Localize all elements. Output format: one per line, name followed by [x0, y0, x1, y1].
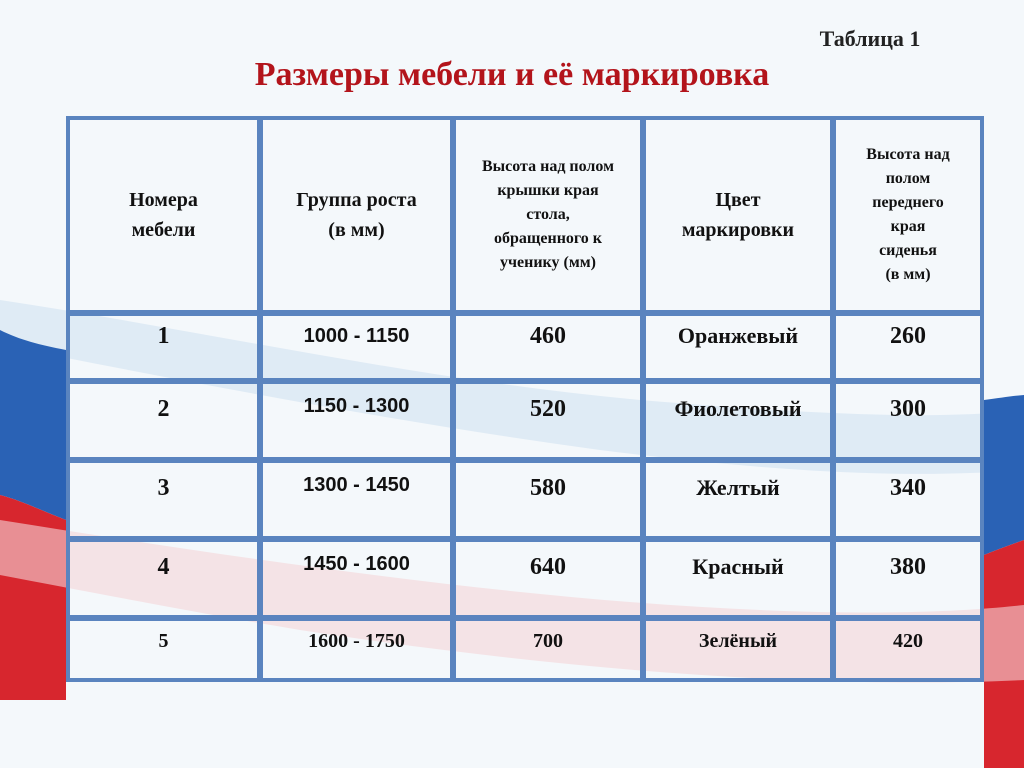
cell-group: 1000 - 1150 — [303, 324, 410, 347]
cell-number: 4 — [157, 553, 170, 580]
cell-number: 3 — [157, 474, 170, 501]
cell-seat-height: 420 — [893, 629, 923, 652]
cell-seat-height: 380 — [890, 553, 926, 580]
header-desk-height: Высота над полом крышки края стола, обращенного к ученику (мм) — [482, 158, 614, 271]
cell-desk-height: 520 — [530, 395, 566, 422]
cell-number: 2 — [157, 395, 170, 422]
header-furniture-number: Номера мебели — [129, 189, 198, 241]
cell-seat-height: 300 — [890, 395, 926, 422]
table-number: Таблица 1 — [819, 26, 921, 51]
cell-group: 1300 - 1450 — [303, 473, 410, 496]
cell-color: Красный — [692, 554, 784, 579]
cell-seat-height: 260 — [890, 322, 926, 349]
cell-desk-height: 460 — [530, 322, 566, 349]
cell-desk-height: 700 — [533, 629, 563, 652]
cell-group: 1150 - 1300 — [303, 394, 410, 417]
cell-color: Оранжевый — [677, 323, 799, 348]
cell-seat-height: 340 — [890, 474, 926, 501]
cell-desk-height: 640 — [530, 553, 566, 580]
cell-group: 1600 - 1750 — [308, 629, 405, 652]
header-seat-height: Высота над полом переднего края сиденья (в мм) — [866, 146, 950, 283]
cell-number: 5 — [158, 629, 169, 652]
cell-group: 1450 - 1600 — [303, 552, 410, 575]
furniture-table — [66, 116, 984, 682]
cell-color: Фиолетовый — [674, 396, 802, 421]
cell-desk-height: 580 — [530, 474, 566, 501]
header-height-group: Группа роста (в мм) — [296, 189, 417, 241]
cell-number: 1 — [157, 322, 170, 349]
page-title: Размеры мебели и её маркировка — [254, 56, 770, 93]
cell-color: Желтый — [696, 475, 780, 500]
header-marking-color: Цвет маркировки — [681, 189, 795, 241]
cell-color: Зелёный — [698, 629, 778, 652]
